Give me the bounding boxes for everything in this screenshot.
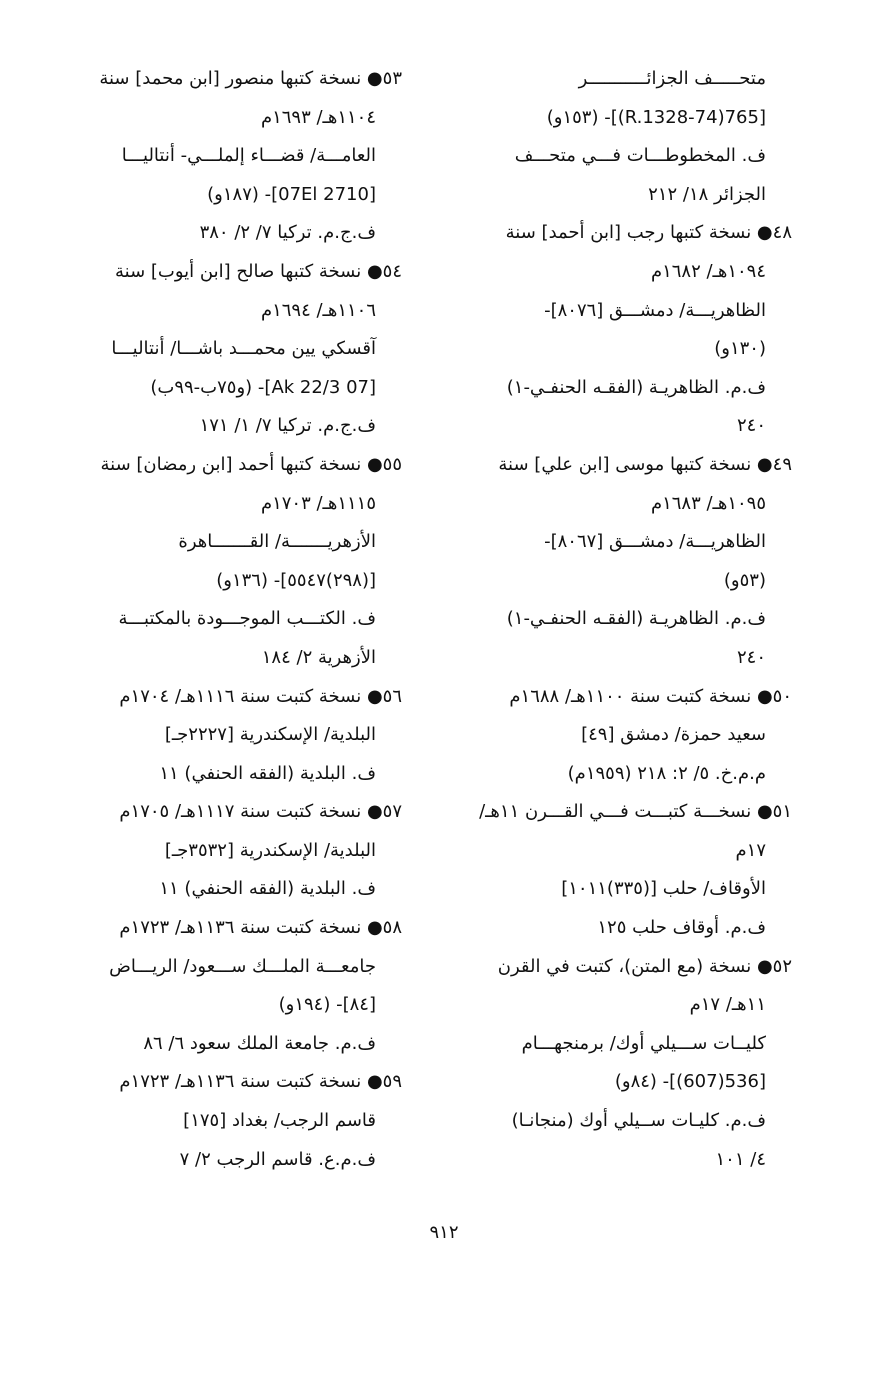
entry-line: [536(607)]- (٨٤و) bbox=[614, 1071, 766, 1093]
entry-line: ١١٠٤هـ/ ١٦٩٣م bbox=[260, 106, 376, 128]
entry-line: (٥٣و) bbox=[723, 569, 766, 591]
left-column bbox=[64, 60, 402, 1179]
entry-line: البلدية/ الإسكندرية [٣٥٣٢جـ] bbox=[164, 839, 376, 861]
entry-heading: ٥٦● نسخة كتبت سنة ١١١٦هـ/ ١٧٠٤م bbox=[119, 685, 402, 707]
entry-heading: ٥٥● نسخة كتبها أحمد [ابن رمضان] سنة bbox=[100, 453, 402, 475]
entry-line: الجزائر ١٨/ ٢١٢ bbox=[648, 183, 766, 205]
entry-line: ف.م. كليـات ســيلي أوك (منجانـا) bbox=[511, 1110, 766, 1132]
entry-line: الأوقاف/ حلب [(٣٣٥)١٠١١] bbox=[561, 878, 766, 900]
right-column bbox=[448, 60, 792, 1179]
entry-line: ف. الكتـــب الموجـــودة بالمكتبـــة bbox=[118, 608, 376, 630]
entry-heading: ٥٩● نسخة كتبت سنة ١١٣٦هـ/ ١٧٢٣م bbox=[119, 1071, 402, 1093]
entry-heading: ٥٨● نسخة كتبت سنة ١١٣٦هـ/ ١٧٢٣م bbox=[119, 917, 402, 939]
entry-line: ف.م. الظاهريـة (الفقـه الحنفـي-١) bbox=[506, 376, 766, 398]
entry-line: [٨٤]- (١٩٤و) bbox=[278, 994, 376, 1016]
entry-line: ١٠٩٥هـ/ ١٦٨٣م bbox=[650, 492, 766, 514]
entry-line: (١٣٠و) bbox=[714, 338, 766, 360]
entry-line: ف. المخطوطـــات فـــي متحـــف bbox=[514, 145, 766, 167]
entry-line: ف.م. أوقاف حلب ١٢٥ bbox=[597, 917, 766, 939]
entry-line: ف.ج.م. تركيا ٧/ ٢/ ٣٨٠ bbox=[199, 222, 376, 244]
entry-line: ١١٠٦هـ/ ١٦٩٤م bbox=[260, 299, 376, 321]
entry-line: ف. البلدية (الفقه الحنفي) ١١ bbox=[159, 762, 376, 784]
entry-line: ١٠٩٤هـ/ ١٦٨٢م bbox=[650, 260, 766, 282]
entry-line: ف.م. الظاهريـة (الفقـه الحنفـي-١) bbox=[506, 608, 766, 630]
entry-line: ف.م. جامعة الملك سعود ٦/ ٨٦ bbox=[143, 1032, 376, 1054]
entry-line: ف.ج.م. تركيا ٧/ ١/ ١٧١ bbox=[199, 415, 376, 437]
entry-line: ١١١٥هـ/ ١٧٠٣م bbox=[260, 492, 376, 514]
entry-line: كليــات ســـيلي أوك/ برمنجهـــام bbox=[521, 1032, 766, 1054]
entry-line: سعيد حمزة/ دمشق [٤٩] bbox=[581, 724, 766, 746]
entry-line: [07 Ak 22/3]- (و٧٥ب-٩٩ب) bbox=[150, 376, 376, 398]
entry-line: ف.م.ع. قاسم الرجب ٢/ ٧ bbox=[179, 1148, 376, 1170]
entry-line: ١٧م bbox=[735, 839, 766, 861]
entry-line: الظاهريـــة/ دمشـــق [٨٠٧٦]- bbox=[544, 299, 766, 321]
entry-line: آقسكي يين محمـــد باشـــا/ أنتاليـــا bbox=[111, 338, 376, 360]
entry-line: الظاهريـــة/ دمشـــق [٨٠٦٧]- bbox=[544, 531, 766, 553]
entry-heading: ٥٤● نسخة كتبها صالح [ابن أيوب] سنة bbox=[115, 260, 402, 282]
entry-line: الأزهريـــــــة/ القـــــــاهرة bbox=[178, 531, 376, 553]
entry-line: [07El 2710]- (١٨٧و) bbox=[207, 183, 376, 205]
entry-line: ٤/ ١٠١ bbox=[715, 1148, 766, 1170]
entry-heading: ٤٩● نسخة كتبها موسى [ابن علي] سنة bbox=[498, 453, 792, 475]
entry-heading: ٥٣● نسخة كتبها منصور [ابن محمد] سنة bbox=[99, 68, 402, 89]
entry-line: ٢٤٠ bbox=[736, 415, 766, 437]
entry-heading: ٤٨● نسخة كتبها رجب [ابن أحمد] سنة bbox=[505, 222, 792, 244]
entry-heading: ٥٧● نسخة كتبت سنة ١١١٧هـ/ ١٧٠٥م bbox=[119, 801, 402, 823]
entry-heading: ٥١● نسخـــة كتبـــت فـــي القـــرن ١١هـ/ bbox=[479, 801, 792, 823]
entry-heading: ٥٢● نسخة (مع المتن)، كتبت في القرن bbox=[497, 955, 792, 977]
entry-line: البلدية/ الإسكندرية [٢٢٢٧جـ] bbox=[164, 724, 376, 746]
entry-line: قاسم الرجب/ بغداد [١٧٥] bbox=[183, 1110, 376, 1132]
entry-line: ١١هـ/ ١٧م bbox=[689, 994, 766, 1016]
entry-line: [(٢٩٨)٥٥٤٧]- (١٣٦و) bbox=[216, 569, 376, 591]
entry-line: العامـــة/ قضـــاء إلملـــي- أنتاليـــا bbox=[121, 145, 376, 167]
entry-line: الأزهرية ٢/ ١٨٤ bbox=[261, 646, 376, 668]
entry-line: متحـــــف الجزائـــــــــــر bbox=[578, 68, 766, 89]
entry-heading: ٥٠● نسخة كتبت سنة ١١٠٠هـ/ ١٦٨٨م bbox=[509, 685, 792, 707]
page-number: ٩١٢ bbox=[429, 1222, 459, 1243]
entry-line: [765(74-R.1328)]- (١٥٣و) bbox=[546, 106, 766, 128]
entry-line: ٢٤٠ bbox=[736, 646, 766, 668]
entry-line: م.م.خ. ٥/ ٢: ٢١٨ (١٩٥٩م) bbox=[567, 762, 766, 784]
entry-line: جامعـــة الملـــك ســـعود/ الريـــاض bbox=[109, 955, 376, 977]
entry-line: ف. البلدية (الفقه الحنفي) ١١ bbox=[159, 878, 376, 900]
